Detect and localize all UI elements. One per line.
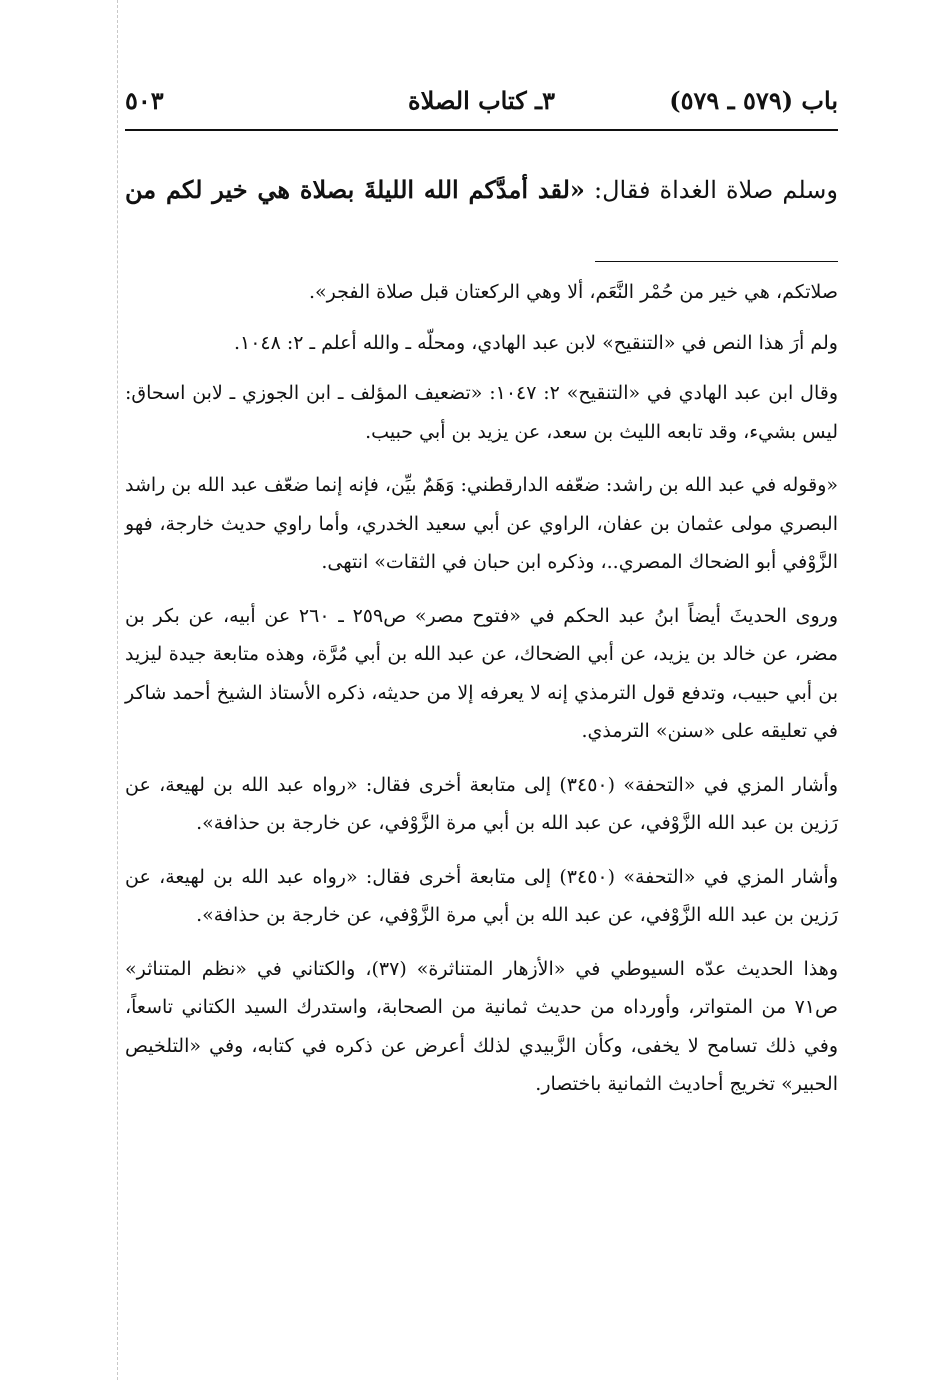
footnote-paragraph: وأشار المزي في «التحفة» (٣٤٥٠) إلى متابعة أخرى فقال: «رواه عبد الله بن لهيعة، عن رَزين بن عبد الله الزَّوْفي، عن عبد الله بن أبي مرة الزَّوْفي، عن خارجة بن حذافة». (125, 773, 838, 834)
chapter-reference: باب (٥٧٩ ـ ٥٧٩) (669, 86, 838, 115)
main-text-intro: وسلم صلاة الغداة فقال: (584, 176, 838, 204)
footnotes-section (125, 273, 838, 1119)
footnote-divider (595, 261, 838, 262)
main-text-quote: «لقد أمدَّكم الله الليلةَ بصلاة هي خير لكم من (125, 175, 585, 204)
page-number: ٥٠٣ (125, 86, 164, 115)
main-text-line (125, 170, 838, 210)
book-title: ٣ـ كتاب الصلاة (408, 86, 555, 115)
footnote-paragraph: وهذا الحديث عدّه السيوطي في «الأزهار المتناثرة» (٣٧)، والكتاني في «نظم المتناثر» ص٧١ من المتواتر، وأورداه من حديث ثمانية من الصحابة، واستدرك السيد الكتاني تاسعاً، وفي ذلك تسامح لا يخفى، وكأن الزَّبيدي لذلك أعرض عن ذكره في كتابه، وفي «التلخيص الحبير» تخريج أحاديث الثمانية باختصار. (125, 957, 839, 1095)
gutter-line (117, 0, 118, 1380)
page-header (125, 86, 838, 126)
footnote-paragraph: وأشار المزي في «التحفة» (٣٤٥٠) إلى متابعة أخرى فقال: «رواه عبد الله بن لهيعة، عن رَزين بن عبد الله الزَّوْفي، عن عبد الله بن أبي مرة الزَّوْفي، عن خارجة بن حذافة». (125, 865, 838, 926)
footnote-paragraph: ولم أرَ هذا النص في «التنقيح» لابن عبد الهادي، ومحلّه ـ والله أعلم ـ ٢: ١٠٤٨. (233, 331, 838, 354)
header-divider (125, 129, 838, 131)
footnote-paragraph: صلاتكم، هي خير من حُمْر النَّعَم، ألا وهي الركعتان قبل صلاة الفجر». (309, 281, 838, 303)
footnote-paragraph: «وقوله في عبد الله بن راشد: ضعّفه الدارقطني: وَهَمٌ بيِّن، فإنه إنما ضعّف عبد الله بن راشد البصري مولى عثمان بن عفان، الراوي عن أبي سعيد الخدري، وأما راوي حديث خارجة، فهو الزَّوْفي أبو الضحاك المصري..، وذكره ابن حبان في الثقات» انتهى. (125, 474, 838, 573)
footnote-paragraph: وروى الحديثَ أيضاً ابنُ عبد الحكم في «فتوح مصر» ص٢٥٩ ـ ٢٦٠ عن أبيه، عن بكر بن مضر، عن خالد بن يزيد، عن أبي الضحاك، عن عبد الله بن أبي مُرَّة، وهذه متابعة جيدة ليزيد بن أبي حبيب، وتدفع قول الترمذي إنه لا يعرفه إلا من حديثه، ذكره الأستاذ الشيخ أحمد شاكر في تعليقه على «سنن» الترمذي. (125, 604, 838, 742)
footnote-paragraph: وقال ابن عبد الهادي في «التنقيح» ٢: ١٠٤٧: «تضعيف المؤلف ـ ابن الجوزي ـ لابن اسحاق: ليس بشيء، وقد تابعه الليث بن سعد، عن يزيد بن أبي حبيب. (125, 382, 839, 443)
